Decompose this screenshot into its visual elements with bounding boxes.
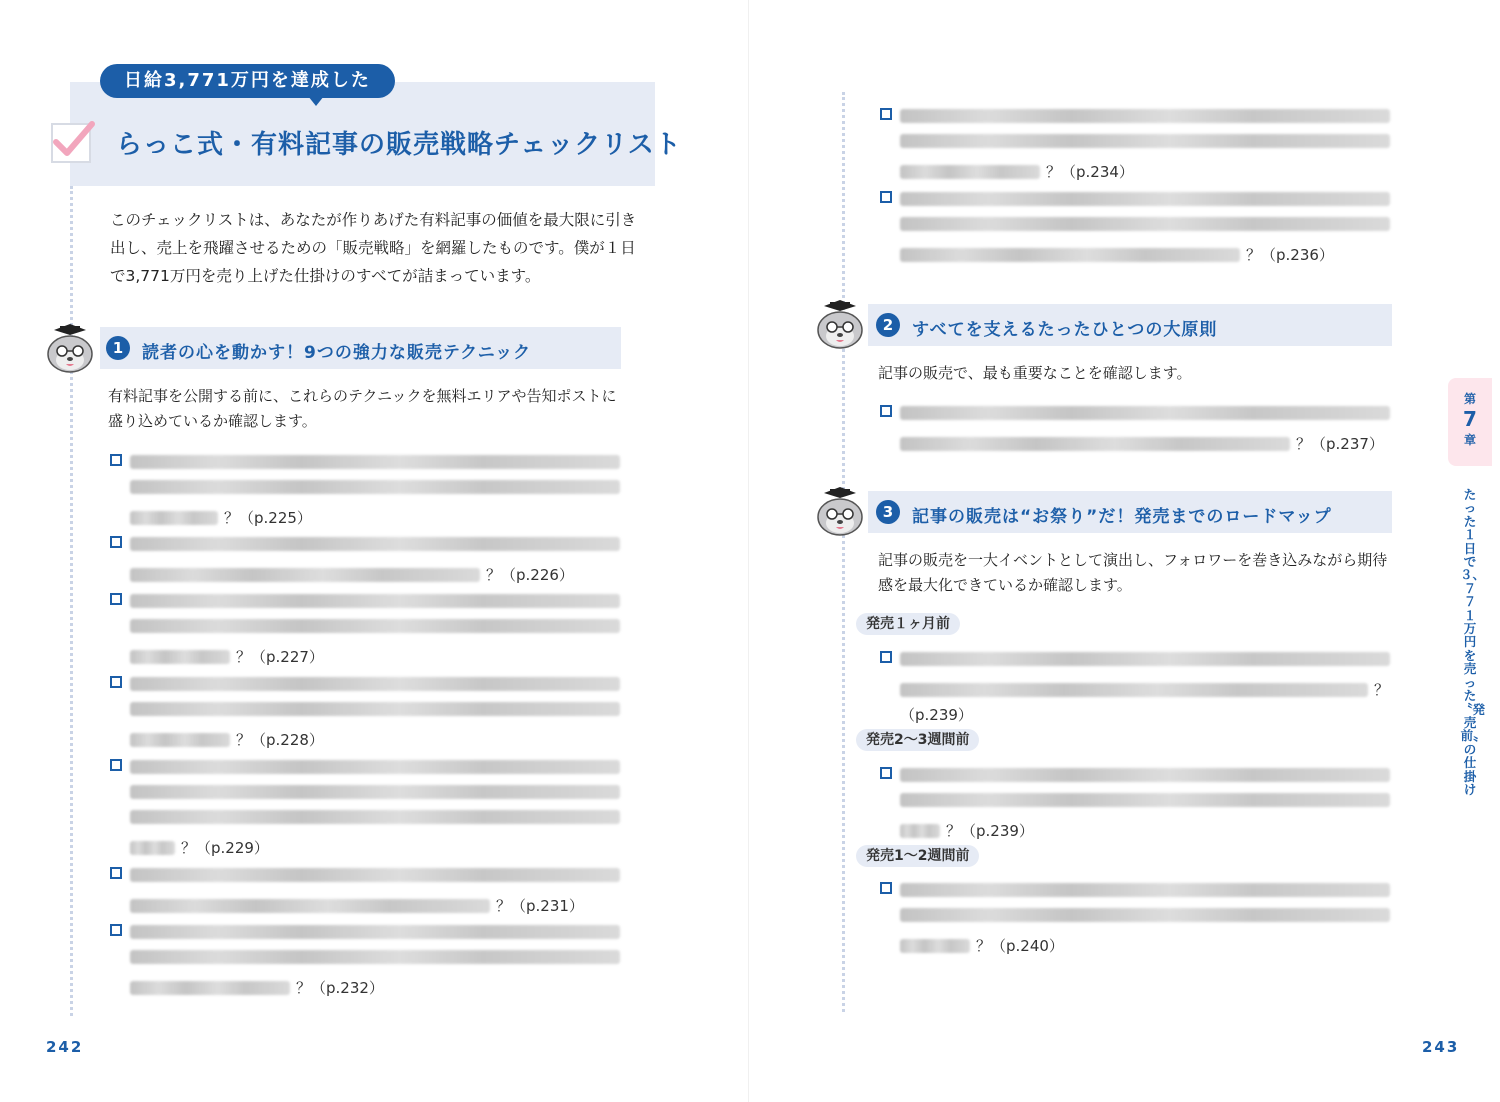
chapter-word: 第 <box>1463 392 1476 406</box>
chapter-tab <box>1448 378 1492 466</box>
checkbox-icon[interactable] <box>110 593 122 605</box>
page-reference: （p.239） <box>900 706 973 724</box>
intro-text: このチェックリストは、あなたが作りあげた有料記事の価値を最大限に引き出し、売上を飛躍させるための「販売戦略」を網羅したものです。僕が１日で3,771万円を売り上げた仕掛けのすべてが詰まっています。 <box>110 211 637 285</box>
page-reference: ？（p.227） <box>236 648 324 666</box>
otter-mascot-icon <box>814 298 866 352</box>
checkbox-icon[interactable] <box>110 759 122 771</box>
otter-mascot-icon <box>44 322 96 376</box>
section-2-number: 2 <box>876 313 900 337</box>
page-reference: ？（p.228） <box>236 731 324 749</box>
page-reference: ？（p.236） <box>1246 246 1334 264</box>
chapter-side-title: たった１日で３、７７１万円を売った〝発売前〟の仕掛け <box>1460 487 1486 797</box>
page-number: 243 <box>1422 1038 1460 1056</box>
checkbox-icon[interactable] <box>880 651 892 663</box>
phase-label: 発売2〜3週間前 <box>856 729 979 751</box>
section-3-number: 3 <box>876 500 900 524</box>
checkbox-icon[interactable] <box>110 454 122 466</box>
page-reference: ？（p.234） <box>1046 163 1134 181</box>
check-mark-icon <box>50 118 96 164</box>
page-reference: ？（p.240） <box>976 937 1064 955</box>
section-3-title: 記事の販売は“お祭り”だ！発売までのロードマップ <box>912 507 1332 527</box>
checkbox-icon[interactable] <box>880 405 892 417</box>
checkbox-icon[interactable] <box>110 867 122 879</box>
page-reference: ？（p.232） <box>296 979 384 997</box>
checkbox-icon[interactable] <box>110 924 122 936</box>
section-1-title: 読者の心を動かす！9つの強力な販売テクニック <box>142 343 532 363</box>
phase-label: 発売1〜2週間前 <box>856 845 979 867</box>
page-title: らっこ式・有料記事の販売戦略チェックリスト <box>116 130 682 160</box>
page-number: 242 <box>46 1038 84 1056</box>
page-reference: ？（p.239） <box>946 822 1034 840</box>
checkbox-icon[interactable] <box>880 191 892 203</box>
pill-tail <box>308 96 324 106</box>
checkbox-icon[interactable] <box>110 676 122 688</box>
section-1-desc: 有料記事を公開する前に、これらのテクニックを無料エリアや告知ポストに盛り込めているか確認します。 <box>108 387 617 430</box>
gutter <box>748 0 749 1102</box>
checkbox-icon[interactable] <box>110 536 122 548</box>
page-reference: ？（p.225） <box>224 509 312 527</box>
chapter-word-suffix: 章 <box>1463 433 1476 447</box>
checkbox-icon[interactable] <box>880 108 892 120</box>
page-reference: ？（p.226） <box>486 566 574 584</box>
dotted-guide <box>842 92 845 1012</box>
page-reference: ？（p.231） <box>496 897 584 915</box>
page-reference: ？ <box>1374 681 1390 699</box>
checkbox-icon[interactable] <box>880 767 892 779</box>
section-2-title: すべてを支えるたったひとつの大原則 <box>912 320 1218 340</box>
title-pill: 日給3,771万円を達成した <box>100 64 395 98</box>
right-page <box>750 0 1500 1102</box>
page-reference: ？（p.237） <box>1296 435 1384 453</box>
section-1-number: 1 <box>106 336 130 360</box>
dotted-guide <box>70 186 73 1016</box>
section-2-desc: 記事の販売で、最も重要なことを確認します。 <box>878 364 1192 382</box>
phase-label: 発売１ヶ月前 <box>856 613 960 635</box>
page-reference: ？（p.229） <box>181 839 269 857</box>
chapter-number: 7 <box>1463 407 1477 431</box>
checkbox-icon[interactable] <box>880 882 892 894</box>
otter-mascot-icon <box>814 485 866 539</box>
section-3-desc: 記事の販売を一大イベントとして演出し、フォロワーを巻き込みながら期待感を最大化できているか確認します。 <box>878 551 1388 594</box>
